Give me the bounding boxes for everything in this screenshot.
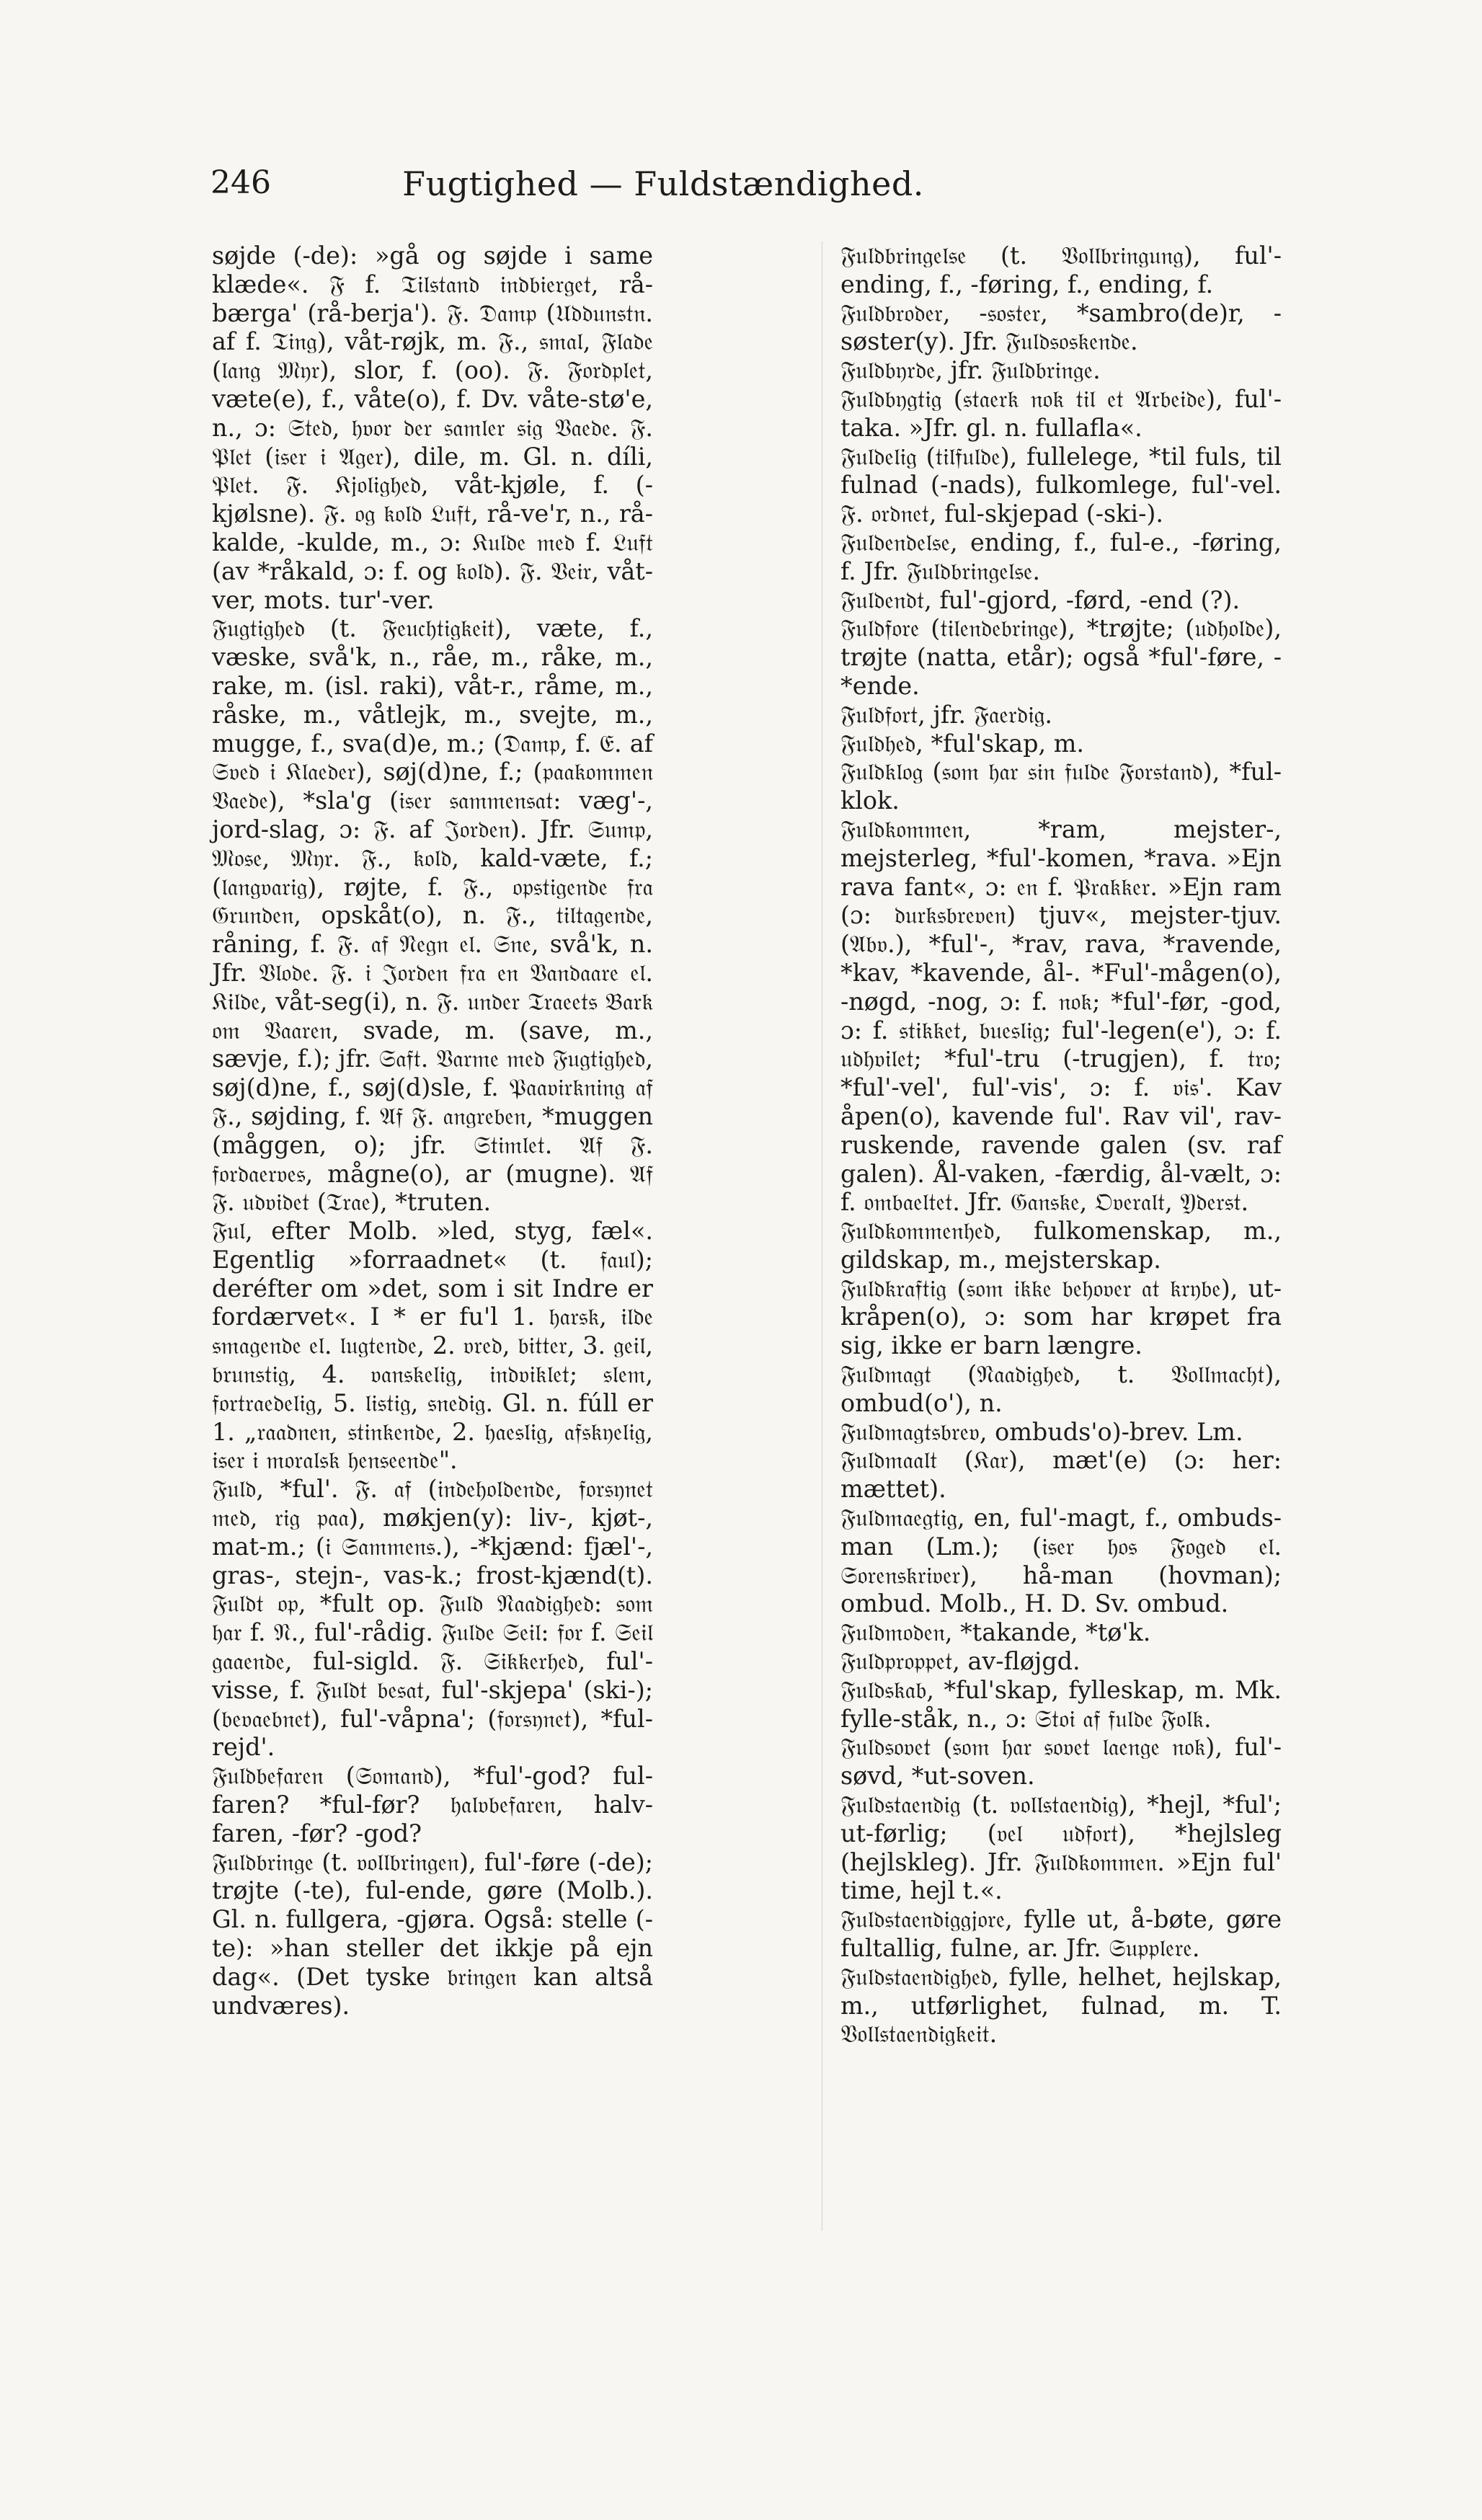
dictionary-entry: 𝔉𝔲𝔩𝔡𝔣𝔬𝔯𝔱, jfr. 𝔉𝔞𝔢𝔯𝔡𝔦𝔤.: [840, 700, 1052, 729]
dictionary-entry: 𝔉𝔲𝔩𝔡𝔰𝔱𝔞𝔢𝔫𝔡𝔦𝔤𝔤𝔧𝔬𝔯𝔢, fylle ut, å-bøte, gøre fultallig, fulne, ar. Jfr. 𝔖𝔲𝔭𝔭𝔩𝔢𝔯𝔢.: [840, 1905, 1282, 1963]
dictionary-entry: 𝔉𝔲𝔩𝔡𝔢𝔩𝔦𝔤 (𝔱𝔦𝔩𝔣𝔲𝔩𝔡𝔢), fullelege, *til fuls, til fulnad (-nads), fulkomlege, ful'-vel. 𝔉. 𝔬𝔯𝔡𝔫𝔢𝔱, ful-skjepad (-ski-).: [840, 442, 1282, 528]
dictionary-entry: 𝔉𝔲𝔩𝔡𝔟𝔶𝔤𝔱𝔦𝔤 (𝔰𝔱𝔞𝔢𝔯𝔨 𝔫𝔬𝔨 𝔱𝔦𝔩 𝔢𝔱 𝔄𝔯𝔟𝔢𝔦𝔡𝔢), ful'-taka. »Jfr. gl. n. fullafla«.: [840, 384, 1282, 442]
dictionary-entry: 𝔉𝔲𝔩𝔡𝔪𝔞𝔞𝔩𝔱 (𝔎𝔞𝔯), mæt'(e) (ɔ: her: mættet).: [840, 1446, 1282, 1504]
dictionary-entry: 𝔉𝔲𝔩, efter Molb. »led, styg, fæl«. Egentlig »forraadnet« (t. 𝔣𝔞𝔲𝔩); deréfter om »det, som i sit Indre er fordærvet«. I * er fu'l 1. 𝔥𝔞𝔯𝔰𝔨, 𝔦𝔩𝔡𝔢 𝔰𝔪𝔞𝔤𝔢𝔫𝔡𝔢 𝔢𝔩. 𝔩𝔲𝔤𝔱𝔢𝔫𝔡𝔢, 2. 𝔳𝔯𝔢𝔡, 𝔟𝔦𝔱𝔱𝔢𝔯, 3. 𝔤𝔢𝔦𝔩, 𝔟𝔯𝔲𝔫𝔰𝔱𝔦𝔤, 4. 𝔳𝔞𝔫𝔰𝔨𝔢𝔩𝔦𝔤, 𝔦𝔫𝔡𝔳𝔦𝔨𝔩𝔢𝔱; 𝔰𝔩𝔢𝔪, 𝔣𝔬𝔯𝔱𝔯𝔞𝔢𝔡𝔢𝔩𝔦𝔤, 5. 𝔩𝔦𝔰𝔱𝔦𝔤, 𝔰𝔫𝔢𝔡𝔦𝔤. Gl. n. fúll er 1. „𝔯𝔞𝔞𝔡𝔫𝔢𝔫, 𝔰𝔱𝔦𝔫𝔨𝔢𝔫𝔡𝔢, 2. 𝔥𝔞𝔢𝔰𝔩𝔦𝔤, 𝔞𝔣𝔰𝔨𝔶𝔢𝔩𝔦𝔤, 𝔦𝔰𝔢𝔯 𝔦 𝔪𝔬𝔯𝔞𝔩𝔰𝔨 𝔥𝔢𝔫𝔰𝔢𝔢𝔫𝔡𝔢".: [212, 1217, 653, 1475]
dictionary-entry: 𝔉𝔲𝔩𝔡𝔰𝔱𝔞𝔢𝔫𝔡𝔦𝔤 (t. 𝔳𝔬𝔩𝔩𝔰𝔱𝔞𝔢𝔫𝔡𝔦𝔤), *hejl, *ful'; ut-førlig; (𝔳𝔢𝔩 𝔲𝔡𝔣𝔬𝔯𝔱), *hejlsleg (hejlskleg). Jfr. 𝔉𝔲𝔩𝔡𝔨𝔬𝔪𝔪𝔢𝔫. »Ejn ful' time, hejl t.«.: [840, 1791, 1282, 1905]
dictionary-entry: 𝔉𝔲𝔩𝔡𝔰𝔨𝔞𝔟, *ful'skap, fylleskap, m. Mk. fylle-ståk, n., ɔ: 𝔖𝔱𝔬𝔦 𝔞𝔣 𝔣𝔲𝔩𝔡𝔢 𝔉𝔬𝔩𝔨.: [840, 1675, 1282, 1733]
dictionary-entry: 𝔉𝔲𝔩𝔡𝔪𝔬𝔡𝔢𝔫, *takande, *tø'k.: [840, 1618, 1151, 1647]
dictionary-entry: 𝔉𝔲𝔩𝔡𝔨𝔯𝔞𝔣𝔱𝔦𝔤 (𝔰𝔬𝔪 𝔦𝔨𝔨𝔢 𝔟𝔢𝔥𝔬𝔳𝔢𝔯 𝔞𝔱 𝔨𝔯𝔶𝔟𝔢), ut-kråpen(o), ɔ: som har krøpet fra sig, ikke er barn længre.: [840, 1274, 1282, 1360]
dictionary-entry: 𝔉𝔲𝔩𝔡𝔟𝔢𝔣𝔞𝔯𝔢𝔫 (𝔖𝔬𝔪𝔞𝔫𝔡), *ful'-god? ful-faren? *ful-før? 𝔥𝔞𝔩𝔳𝔟𝔢𝔣𝔞𝔯𝔢𝔫, halv-faren, -før? -god?: [212, 1762, 653, 1847]
page-header: [210, 164, 1116, 208]
right-column: [840, 241, 1282, 2049]
dictionary-entry: 𝔉𝔲𝔩𝔡𝔪𝔞𝔤𝔱𝔰𝔟𝔯𝔢𝔳, ombuds'o)-brev. Lm.: [840, 1417, 1243, 1446]
dictionary-entry: 𝔉𝔲𝔩𝔡𝔪𝔞𝔤𝔱 (𝔑𝔞𝔞𝔡𝔦𝔤𝔥𝔢𝔡, t. 𝔙𝔬𝔩𝔩𝔪𝔞𝔠𝔥𝔱), ombud(o'), n.: [840, 1360, 1282, 1417]
dictionary-entry: 𝔉𝔲𝔩𝔡𝔰𝔱𝔞𝔢𝔫𝔡𝔦𝔤𝔥𝔢𝔡, fylle, helhet, hejlskap, m., utførlighet, fulnad, m. T. 𝔙𝔬𝔩𝔩𝔰𝔱𝔞𝔢𝔫𝔡𝔦𝔤𝔨𝔢𝔦𝔱.: [840, 1962, 1282, 2049]
dictionary-entry: 𝔉𝔲𝔤𝔱𝔦𝔤𝔥𝔢𝔡 (t. 𝔉𝔢𝔲𝔠𝔥𝔱𝔦𝔤𝔨𝔢𝔦𝔱), væte, f., væske, svå'k, n., råe, m., råke, m., rake, m. (isl. raki), våt-r., råme, m., råske, m., våtlejk, m., svejte, m., mugge, f., sva(d)e, m.; (𝔇𝔞𝔪𝔭, f. 𝔈. af 𝔖𝔳𝔢𝔡 𝔦 𝔎𝔩𝔞𝔢𝔡𝔢𝔯), søj(d)ne, f.; (𝔭𝔞𝔞𝔨𝔬𝔪𝔪𝔢𝔫 𝔙𝔞𝔢𝔡𝔢), *sla'g (𝔦𝔰𝔢𝔯 𝔰𝔞𝔪𝔪𝔢𝔫𝔰𝔞𝔱: væg'-, jord-slag, ɔ: 𝔉. af 𝔍𝔬𝔯𝔡𝔢𝔫). Jfr. 𝔖𝔲𝔪𝔭, 𝔐𝔬𝔰𝔢, 𝔐𝔶𝔯. 𝔉., 𝔨𝔬𝔩𝔡, kald-væte, f.; (𝔩𝔞𝔫𝔤𝔳𝔞𝔯𝔦𝔤), røjte, f. 𝔉., 𝔬𝔭𝔰𝔱𝔦𝔤𝔢𝔫𝔡𝔢 𝔣𝔯𝔞 𝔊𝔯𝔲𝔫𝔡𝔢𝔫, opskåt(o), n. 𝔉., 𝔱𝔦𝔩𝔱𝔞𝔤𝔢𝔫𝔡𝔢, råning, f. 𝔉. 𝔞𝔣 𝔑𝔢𝔤𝔫 𝔢𝔩. 𝔖𝔫𝔢, svå'k, n. Jfr. 𝔙𝔩𝔬𝔡𝔢. 𝔉. 𝔦 𝔍𝔬𝔯𝔡𝔢𝔫 𝔣𝔯𝔞 𝔢𝔫 𝔙𝔞𝔫𝔡𝔞𝔞𝔯𝔢 𝔢𝔩. 𝔎𝔦𝔩𝔡𝔢, våt-seg(i), n. 𝔉. 𝔲𝔫𝔡𝔢𝔯 𝔗𝔯𝔞𝔢𝔢𝔱𝔰 𝔅𝔞𝔯𝔨 𝔬𝔪 𝔙𝔞𝔞𝔯𝔢𝔫, svade, m. (save, m., sævje, f.); jfr. 𝔖𝔞𝔣𝔱. 𝔙𝔞𝔯𝔪𝔢 𝔪𝔢𝔡 𝔉𝔲𝔤𝔱𝔦𝔤𝔥𝔢𝔡, søj(d)ne, f., søj(d)sle, f. 𝔓𝔞𝔞𝔳𝔦𝔯𝔨𝔫𝔦𝔫𝔤 𝔞𝔣 𝔉., søjding, f. 𝔄𝔣 𝔉. 𝔞𝔫𝔤𝔯𝔢𝔟𝔢𝔫, *muggen (måggen, o); jfr. 𝔖𝔱𝔦𝔪𝔩𝔢𝔱. 𝔄𝔣 𝔉. 𝔣𝔬𝔯𝔡𝔞𝔢𝔯𝔳𝔢𝔰, mågne(o), ar (mugne). 𝔄𝔣 𝔉. 𝔲𝔡𝔳𝔦𝔡𝔢𝔱 (𝔗𝔯𝔞𝔢), *truten.: [212, 614, 653, 1217]
dictionary-entry: 𝔉𝔲𝔩𝔡𝔰𝔬𝔳𝔢𝔱 (𝔰𝔬𝔪 𝔥𝔞𝔯 𝔰𝔬𝔳𝔢𝔱 𝔩𝔞𝔢𝔫𝔤𝔢 𝔫𝔬𝔨), ful'-søvd, *ut-soven.: [840, 1733, 1282, 1791]
page-number: 246: [210, 164, 271, 201]
dictionary-entry: 𝔉𝔲𝔩𝔡𝔨𝔩𝔬𝔤 (𝔰𝔬𝔪 𝔥𝔞𝔯 𝔰𝔦𝔫 𝔣𝔲𝔩𝔡𝔢 𝔉𝔬𝔯𝔰𝔱𝔞𝔫𝔡), *ful-klok.: [840, 758, 1282, 815]
dictionary-entry: 𝔉𝔲𝔩𝔡𝔥𝔢𝔡, *ful'skap, m.: [840, 729, 1085, 758]
dictionary-entry: 𝔉𝔲𝔩𝔡𝔪𝔞𝔢𝔤𝔱𝔦𝔤, en, ful'-magt, f., ombuds-man (Lm.); (𝔦𝔰𝔢𝔯 𝔥𝔬𝔰 𝔉𝔬𝔤𝔢𝔡 𝔢𝔩. 𝔖𝔬𝔯𝔢𝔫𝔰𝔨𝔯𝔦𝔳𝔢𝔯), hå-man (hovman); ombud. Molb., H. D. Sv. ombud.: [840, 1504, 1282, 1618]
dictionary-entry: 𝔉𝔲𝔩𝔡𝔨𝔬𝔪𝔪𝔢𝔫𝔥𝔢𝔡, fulkomenskap, m., gildskap, m., mejsterskap.: [840, 1217, 1282, 1274]
dictionary-entry: 𝔉𝔲𝔩𝔡𝔟𝔯𝔦𝔫𝔤𝔢𝔩𝔰𝔢 (t. 𝔙𝔬𝔩𝔩𝔟𝔯𝔦𝔫𝔤𝔲𝔫𝔤), ful'-ending, f., -føring, f., ending, f.: [840, 241, 1282, 298]
left-column: [212, 241, 653, 2020]
dictionary-entry: 𝔉𝔲𝔩𝔡𝔟𝔯𝔦𝔫𝔤𝔢 (t. 𝔳𝔬𝔩𝔩𝔟𝔯𝔦𝔫𝔤𝔢𝔫), ful'-føre (-de); trøjte (-te), ful-ende, gøre (Molb.). Gl. n. fullgera, -gjøra. Også: stelle (-te): »han steller det ikkje på ejn dag«. (Det tyske 𝔟𝔯𝔦𝔫𝔤𝔢𝔫 kan altså undværes).: [212, 1847, 653, 2020]
running-title: Fugtighed — Fuldstændighed.: [402, 164, 924, 203]
dictionary-entry: søjde (-de): »gå og søjde i same klæde«. 𝔉 f. 𝔗𝔦𝔩𝔰𝔱𝔞𝔫𝔡 𝔦𝔫𝔡𝔟𝔦𝔢𝔯𝔤𝔢𝔱, rå-bærga' (rå-berja'). 𝔉. 𝔇𝔞𝔪𝔭 (𝔘𝔡𝔡𝔲𝔫𝔰𝔱𝔫. af f. 𝔗𝔦𝔫𝔤), våt-røjk, m. 𝔉., 𝔰𝔪𝔞𝔩, 𝔉𝔩𝔞𝔡𝔢 (𝔩𝔞𝔫𝔤 𝔐𝔶𝔯), slor, f. (oo). 𝔉. 𝔉𝔬𝔯𝔡𝔭𝔩𝔢𝔱, væte(e), f., våte(o), f. Dv. våte-stø'e, n., ɔ: 𝔖𝔱𝔢𝔡, 𝔥𝔳𝔬𝔯 𝔡𝔢𝔯 𝔰𝔞𝔪𝔩𝔢𝔯 𝔰𝔦𝔤 𝔙𝔞𝔢𝔡𝔢. 𝔉. 𝔓𝔩𝔢𝔱 (𝔦𝔰𝔢𝔯 𝔦 𝔄𝔤𝔢𝔯), dile, m. Gl. n. díli, 𝔓𝔩𝔢𝔱. 𝔉. 𝔎𝔧𝔬𝔩𝔦𝔤𝔥𝔢𝔡, våt-kjøle, f. (-kjølsne). 𝔉. 𝔬𝔤 𝔨𝔬𝔩𝔡 𝔏𝔲𝔣𝔱, rå-ve'r, n., rå-kalde, -kulde, m., ɔ: 𝔎𝔲𝔩𝔡𝔢 𝔪𝔢𝔡 f. 𝔏𝔲𝔣𝔱 (av *råkald, ɔ: f. og 𝔨𝔬𝔩𝔡). 𝔉. 𝔙𝔢𝔦𝔯, våt-ver, mots. tur'-ver.: [212, 241, 653, 614]
dictionary-entry: 𝔉𝔲𝔩𝔡𝔨𝔬𝔪𝔪𝔢𝔫, *ram, mejster-, mejsterleg, *ful'-komen, *rava. »Ejn rava fant«, ɔ: 𝔢𝔫 f. 𝔓𝔯𝔞𝔨𝔨𝔢𝔯. »Ejn ram (ɔ: 𝔡𝔲𝔯𝔨𝔰𝔟𝔯𝔢𝔳𝔢𝔫) tjuv«, mejster-tjuv. (𝔄𝔟𝔳.), *ful'-, *rav, rava, *ravende, *kav, *kavende, ål-. *Ful'-mågen(o), -nøgd, -nog, ɔ: f. 𝔫𝔬𝔨; *ful'-før, -god, ɔ: f. 𝔰𝔱𝔦𝔨𝔨𝔢𝔱, 𝔟𝔲𝔢𝔰𝔩𝔦𝔤; ful'-legen(e'), ɔ: f. 𝔲𝔡𝔥𝔳𝔦𝔩𝔢𝔱; *ful'-tru (-trugjen), f. 𝔱𝔯𝔬; *ful'-vel', ful'-vis', ɔ: f. 𝔳𝔦𝔰'. Kav åpen(o), kavende ful'. Rav vil', rav-ruskende, ravende galen (sv. raf galen). Ål-vaken, -færdig, ål-vælt, ɔ: f. 𝔬𝔪𝔟𝔞𝔢𝔩𝔱𝔢𝔱. Jfr. 𝔊𝔞𝔫𝔰𝔨𝔢, 𝔒𝔳𝔢𝔯𝔞𝔩𝔱, 𝔜𝔡𝔢𝔯𝔰𝔱.: [840, 815, 1282, 1217]
dictionary-entry: 𝔉𝔲𝔩𝔡𝔢𝔫𝔡𝔢𝔩𝔰𝔢, ending, f., ful-e., -føring, f. Jfr. 𝔉𝔲𝔩𝔡𝔟𝔯𝔦𝔫𝔤𝔢𝔩𝔰𝔢.: [840, 528, 1282, 585]
dictionary-entry: 𝔉𝔲𝔩𝔡𝔭𝔯𝔬𝔭𝔭𝔢𝔱, av-fløjgd.: [840, 1647, 1081, 1676]
dictionary-entry: 𝔉𝔲𝔩𝔡𝔢𝔫𝔡𝔱, ful'-gjord, -førd, -end (?).: [840, 585, 1241, 614]
dictionary-entry: 𝔉𝔲𝔩𝔡𝔟𝔶𝔯𝔡𝔢, jfr. 𝔉𝔲𝔩𝔡𝔟𝔯𝔦𝔫𝔤𝔢.: [840, 356, 1101, 385]
dictionary-entry: 𝔉𝔲𝔩𝔡, *ful'. 𝔉. 𝔞𝔣 (𝔦𝔫𝔡𝔢𝔥𝔬𝔩𝔡𝔢𝔫𝔡𝔢, 𝔣𝔬𝔯𝔰𝔶𝔫𝔢𝔱 𝔪𝔢𝔡, 𝔯𝔦𝔤 𝔭𝔞𝔞), møkjen(y): liv-, kjøt-, mat-m.; (𝔦 𝔖𝔞𝔪𝔪𝔢𝔫𝔰.), -*kjænd: fjæl'-, gras-, stejn-, vas-k.; frost-kjænd(t). 𝔉𝔲𝔩𝔡𝔱 𝔬𝔭, *fult op. 𝔉𝔲𝔩𝔡 𝔑𝔞𝔞𝔡𝔦𝔤𝔥𝔢𝔡: 𝔰𝔬𝔪 𝔥𝔞𝔯 f. 𝔑., ful'-rådig. 𝔉𝔲𝔩𝔡𝔢 𝔖𝔢𝔦𝔩: 𝔣𝔬𝔯 f. 𝔖𝔢𝔦𝔩 𝔤𝔞𝔞𝔢𝔫𝔡𝔢, ful-sigld. 𝔉. 𝔖𝔦𝔨𝔨𝔢𝔯𝔥𝔢𝔡, ful'-visse, f. 𝔉𝔲𝔩𝔡𝔱 𝔟𝔢𝔰𝔞𝔱, ful'-skjepa' (ski-); (𝔟𝔢𝔳𝔞𝔢𝔟𝔫𝔢𝔱), ful'-våpna'; (𝔣𝔬𝔯𝔰𝔶𝔫𝔢𝔱), *ful-rejd'.: [212, 1475, 653, 1762]
dictionary-entry: 𝔉𝔲𝔩𝔡𝔣𝔬𝔯𝔢 (𝔱𝔦𝔩𝔢𝔫𝔡𝔢𝔟𝔯𝔦𝔫𝔤𝔢), *trøjte; (𝔲𝔡𝔥𝔬𝔩𝔡𝔢), trøjte (natta, etår); også *ful'-føre, -*ende.: [840, 614, 1282, 700]
dictionary-entry: 𝔉𝔲𝔩𝔡𝔟𝔯𝔬𝔡𝔢𝔯, -𝔰𝔬𝔰𝔱𝔢𝔯, *sambro(de)r, -søster(y). Jfr. 𝔉𝔲𝔩𝔡𝔰𝔬𝔰𝔨𝔢𝔫𝔡𝔢.: [840, 298, 1282, 356]
